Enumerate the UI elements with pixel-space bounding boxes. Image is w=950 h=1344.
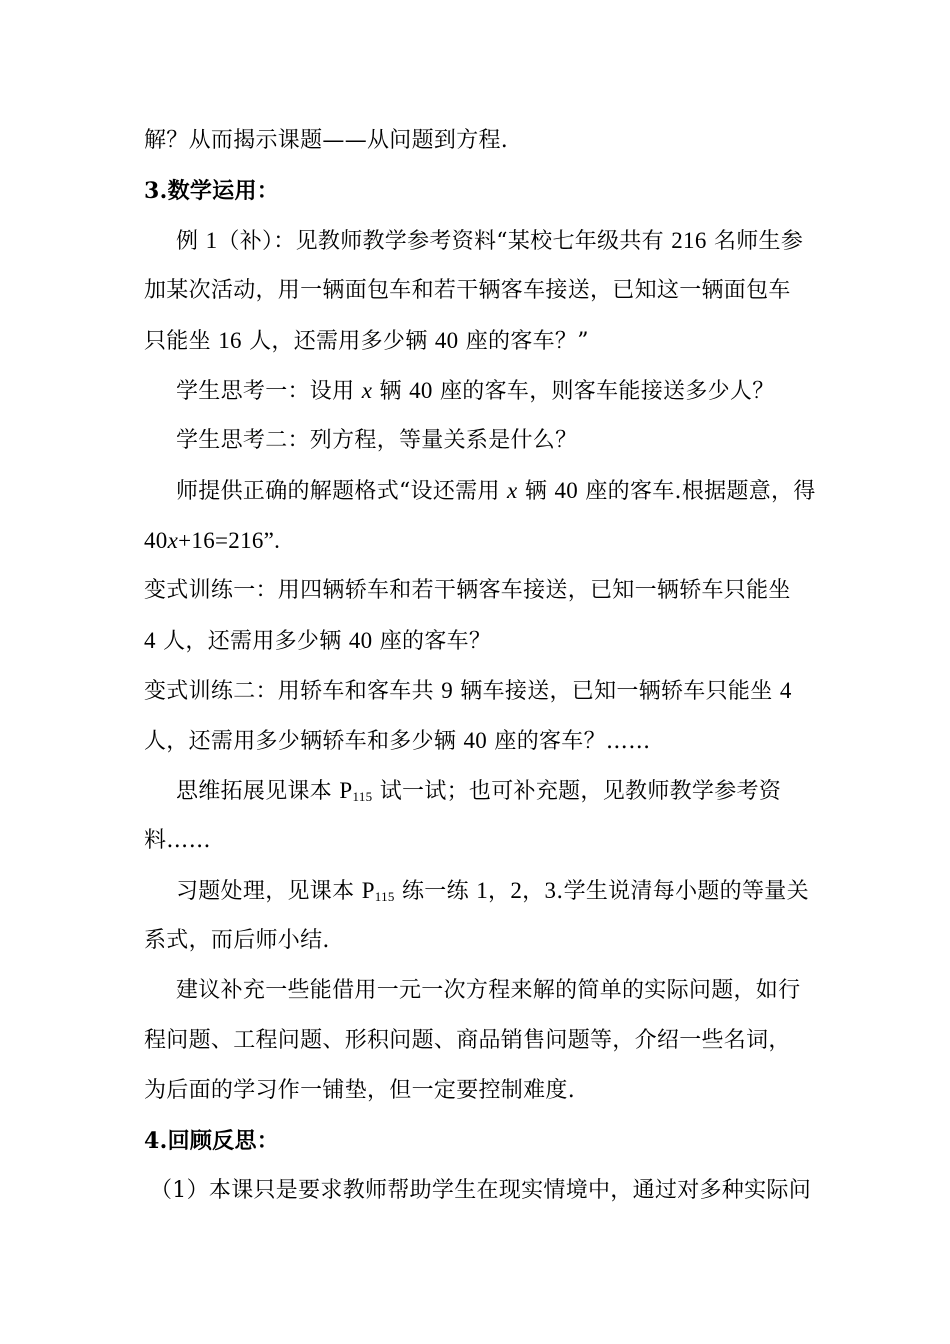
page-ref-number: 115 (352, 789, 373, 804)
line-8-b: 辆 (517, 479, 555, 504)
exercise-1: 1 (476, 878, 489, 903)
line-6-n: 40 (409, 378, 433, 403)
line-11-b: 人，还需用多少辆 (155, 629, 349, 654)
text-line-5 (144, 326, 589, 357)
text-line-10 (144, 576, 791, 606)
line-16-c: ， (488, 879, 511, 904)
line-3-c: （补）：见教师教学参考资料“某校七年级共有 (217, 229, 672, 254)
text-line-16 (176, 876, 809, 912)
line-16-b: 练一练 (394, 879, 477, 904)
text-line-22 (150, 1176, 811, 1206)
text-line-7 (176, 426, 577, 456)
line-19-text: 程问题、工程问题、形积问题、商品销售问题等，介绍一些名词， (144, 1028, 791, 1053)
text-line-18 (176, 976, 800, 1006)
text-line-1 (144, 126, 508, 156)
text-line-11 (144, 626, 491, 657)
page-ref-number: 115 (374, 889, 395, 904)
variable-x: x (167, 528, 179, 553)
line-16-e: .学生说清每小题的等量关 (556, 879, 809, 904)
line-5-b: 16 (218, 328, 242, 353)
line-11-c: 40 (348, 628, 373, 653)
exercise-2: 2 (510, 878, 523, 903)
line-18-text: 建议补充一些能借用一元一次方程来解的简单的实际问题，如行 (176, 978, 801, 1003)
line-5-e: 座的客车？” (458, 329, 589, 354)
line-13-b: 40 (463, 728, 488, 753)
line-12-b: 9 (441, 678, 454, 703)
line-6-b: 辆 (372, 379, 410, 404)
text-line-14 (176, 776, 781, 812)
line-3-e: 名师生参 (706, 229, 804, 254)
line-6-c: 座的客车，则客车能接送多少人？ (432, 379, 775, 404)
line-20-text: 为后面的学习作一铺垫，但一定要控制难度. (144, 1078, 575, 1103)
line-12-d: 4 (779, 678, 792, 703)
line-11-a: 4 (144, 628, 156, 653)
page-ref-p: P (339, 778, 353, 803)
variable-x: x (507, 478, 518, 503)
line-3-b: 1 (205, 228, 218, 253)
line-8-a: 师提供正确的解题格式“设还需用 (176, 479, 508, 504)
heading-3-text: 3.数学运用： (144, 178, 280, 204)
section-heading-math-application (144, 176, 279, 206)
text-line-13 (144, 726, 651, 757)
line-15-text: 料…… (144, 828, 211, 853)
text-line-20 (144, 1076, 575, 1106)
line-16-d: ， (522, 879, 545, 904)
line-5-d: 40 (434, 328, 459, 353)
line-5-a: 只能坐 (144, 329, 219, 354)
text-line-12 (144, 676, 792, 707)
text-line-17 (144, 926, 330, 956)
equation-rest: +16=216”. (178, 528, 281, 553)
line-14-b: 试一试；也可补充题，见教师教学参考资 (372, 779, 782, 804)
line-16-a: 习题处理，见课本 (176, 879, 362, 904)
equation-coefficient: 40 (144, 528, 168, 553)
text-line-19 (144, 1026, 791, 1056)
line-13-a: 人，还需用多少辆轿车和多少辆 (144, 729, 464, 754)
line-14-a: 思维拓展见课本 (176, 779, 340, 804)
line-17-text: 系式，而后师小结. (144, 928, 330, 953)
line-8-n: 40 (554, 478, 579, 503)
text-line-6 (176, 376, 775, 407)
line-5-c: 人，还需用多少辆 (241, 329, 435, 354)
line-7-text: 学生思考二：列方程，等量关系是什么？ (176, 428, 578, 453)
text-line-4 (144, 276, 791, 306)
line-8-c: 座的客车.根据题意，得 (578, 479, 816, 504)
equation-line (144, 526, 280, 557)
line-1-text: 解？从而揭示课题——从问题到方程. (144, 128, 509, 153)
line-22-text: （1）本课只是要求教师帮助学生在现实情境中，通过对多种实际问 (150, 1178, 811, 1203)
exercise-3: 3 (544, 878, 557, 903)
line-4-text: 加某次活动，用一辆面包车和若干辆客车接送，已知这一辆面包车 (144, 278, 791, 303)
variable-x: x (361, 378, 373, 403)
section-heading-review (144, 1126, 279, 1156)
line-3-d: 216 (671, 228, 707, 253)
text-line-8 (176, 476, 816, 507)
line-6-a: 学生思考一：设用 (176, 379, 362, 404)
text-line-3 (176, 226, 803, 257)
line-12-c: 辆车接送，已知一辆轿车只能坐 (453, 679, 780, 704)
text-line-15 (144, 826, 211, 856)
line-3-a: 例 (176, 229, 206, 254)
page-ref-p: P (361, 878, 375, 903)
line-10-text: 变式训练一：用四辆轿车和若干辆客车接送，已知一辆轿车只能坐 (144, 578, 791, 603)
line-11-d: 座的客车？ (372, 629, 492, 654)
line-13-c: 座的客车？…… (487, 729, 651, 754)
line-12-a: 变式训练二：用轿车和客车共 (144, 679, 442, 704)
heading-4-text: 4.回顾反思： (144, 1128, 280, 1154)
